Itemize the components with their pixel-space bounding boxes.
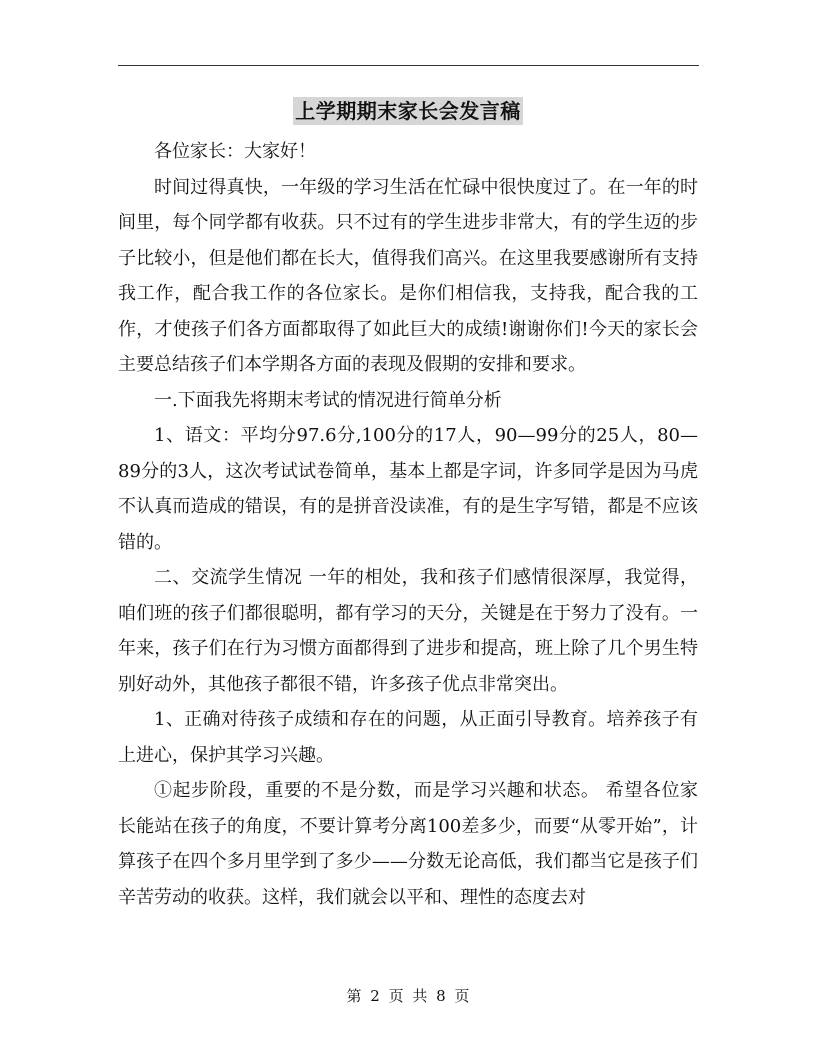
title-wrap — [0, 97, 816, 125]
greeting-paragraph: 各位家长：大家好！ — [154, 141, 316, 162]
intro-paragraph: 时间过得真快，一年级的学习生活在忙碌中很快度过了。在一年的时间里，每个同学都有收获。只不过有的学生进步非常大，有的学生迈的步子比较小，但是他们都在长大，值得我们高兴。在这里我要感谢所有支持我工作，配合我工作的各位家长。是你们相信我，支持我，配合我的工作，才使孩子们各方面都取得了如此巨大的成绩!谢谢你们!今天的家长会主要总结孩子们本学期各方面的表现及假期的安排和要求。 — [118, 176, 698, 375]
guidance-paragraph: 1、正确对待孩子成绩和存在的问题，从正面引导教育。培养孩子有上进心，保护其学习兴趣。 — [118, 709, 698, 766]
header-rule — [118, 65, 699, 66]
exam-heading: 一.下面我先将期末考试的情况进行简单分析 — [154, 389, 502, 411]
chinese-score-paragraph: 1、语文：平均分97.6分,100分的17人，90—99分的25人，80—89分的3人，这次考试试卷简单，基本上都是字词，许多同学是因为马虎不认真而造成的错误，有的是拼音没读准，有的是生字写错，都是不应该错的。 — [118, 425, 698, 553]
page-footer: 第 2 页 共 8 页 — [346, 987, 470, 1005]
document-body — [118, 134, 698, 915]
student-situation-paragraph: 二、交流学生情况 一年的相处，我和孩子们感情很深厚，我觉得，咱们班的孩子们都很聪明，都有学习的天分，关键是在于努力了没有。一年来，孩子们在行为习惯方面都得到了进步和提高，班上除了几个男生特别好动外，其他孩子都很不错，许多孩子优点非常突出。 — [118, 567, 698, 695]
document-title: 上学期期末家长会发言稿 — [295, 99, 521, 123]
start-stage-paragraph: ①起步阶段，重要的不是分数，而是学习兴趣和状态。 希望各位家长能站在孩子的角度，不要计算考分离100差多少，而要“从零开始”，计算孩子在四个多月里学到了多少——分数无论高低，我们都当它是孩子们辛苦劳动的收获。这样，我们就会以平和、理性的态度去对 — [118, 780, 698, 908]
